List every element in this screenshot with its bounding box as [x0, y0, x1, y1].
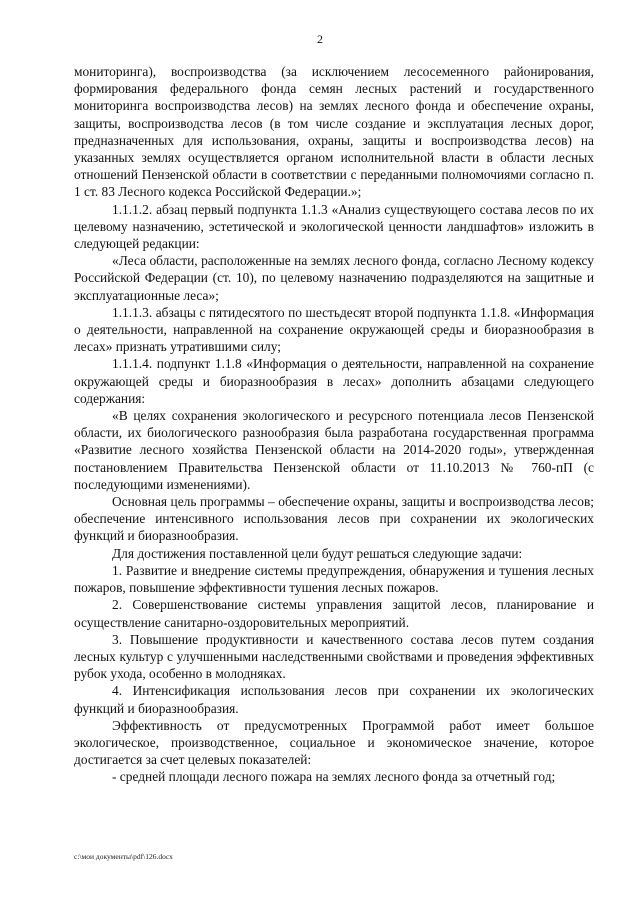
paragraph: «В целях сохранения экологического и ресурсного потенциала лесов Пензенской области, их биологического разнообразия была разработана государственная программа «Развитие лесного хозяйства Пензенской области на 2014-2020 годы», утвержденная постановлением Правительства Пензенской области от 11.10.2013 № 760-пП (с последующими изменениями).: [74, 408, 594, 492]
paragraph: Основная цель программы – обеспечение охраны, защиты и воспроизводства лесов; обеспечение интенсивного использования лесов при сохранении их экологических функций и биоразнообразия.: [74, 494, 594, 544]
paragraph: 1.1.1.3. абзацы с пятидесятого по шестьдесят второй подпункта 1.1.8. «Информация о деятельности, направленной на сохранение окружающей среды и биоразнообразия в лесах» признать утратившими силу;: [74, 304, 594, 355]
paragraph: 4. Интенсификация использования лесов при сохранении их экологических функций и биоразнообразия.: [74, 683, 594, 716]
paragraph: Эффективность от предусмотренных Программой работ имеет большое экологическое, производственное, социальное и экономическое значение, которое достигается за счет целевых показателей:: [74, 717, 594, 768]
page-number: 2: [317, 32, 323, 46]
paragraph: 1.1.1.2. абзац первый подпункта 1.1.3 «Анализ существующего состава лесов по их целевому назначению, эстетической и экологической ценности ландшафтов» изложить в следующей редакции:: [74, 201, 594, 252]
footer-file-path: c:\мои документы\pdf\126.docx: [74, 852, 173, 861]
paragraph: Для достижения поставленной цели будут решаться следующие задачи:: [112, 545, 523, 561]
paragraph: «Леса области, расположенные на землях лесного фонда, согласно Лесному кодексу Российской Федерации (ст. 10), по целевому назначению подразделяются на защитные и эксплуатационные леса»;: [74, 253, 594, 303]
paragraph: - средней площади лесного пожара на землях лесного фонда за отчетный год;: [112, 769, 556, 785]
paragraph: 3. Повышение продуктивности и качественного состава лесов путем создания лесных культур с улучшенными наследственными свойствами и проведения эффективных рубок ухода, особенно в молодняках.: [74, 631, 594, 682]
document-body: [74, 63, 594, 786]
paragraph: 1.1.1.4. подпункт 1.1.8 «Информация о деятельности, направленной на сохранение окружающей среды и биоразнообразия в лесах» дополнить абзацами следующего содержания:: [74, 356, 594, 406]
paragraph: мониторинга), воспроизводства (за исключением лесосеменного районирования, формирования федерального фонда семян лесных растений и государственного мониторинга воспроизводства лесов) на землях лесного фонда и обеспечение охраны, защиты, воспроизводства лесов (в том числе создание и эксплуатация лесных дорог, предназначенных для использования, охраны, защиты и воспроизводства лесов) на указанных землях осуществляется органом исполнительной власти в области лесных отношений Пензенской области в соответствии с переданными полномочиями согласно п. 1 ст. 83 Лесного кодекса Российской Федерации.»;: [74, 64, 594, 200]
paragraph: 1. Развитие и внедрение системы предупреждения, обнаружения и тушения лесных пожаров, повышение эффективности тушения лесных пожаров.: [74, 562, 594, 596]
paragraph: 2. Совершенствование системы управления защитой лесов, планирование и осуществление санитарно-оздоровительных мероприятий.: [74, 597, 594, 630]
